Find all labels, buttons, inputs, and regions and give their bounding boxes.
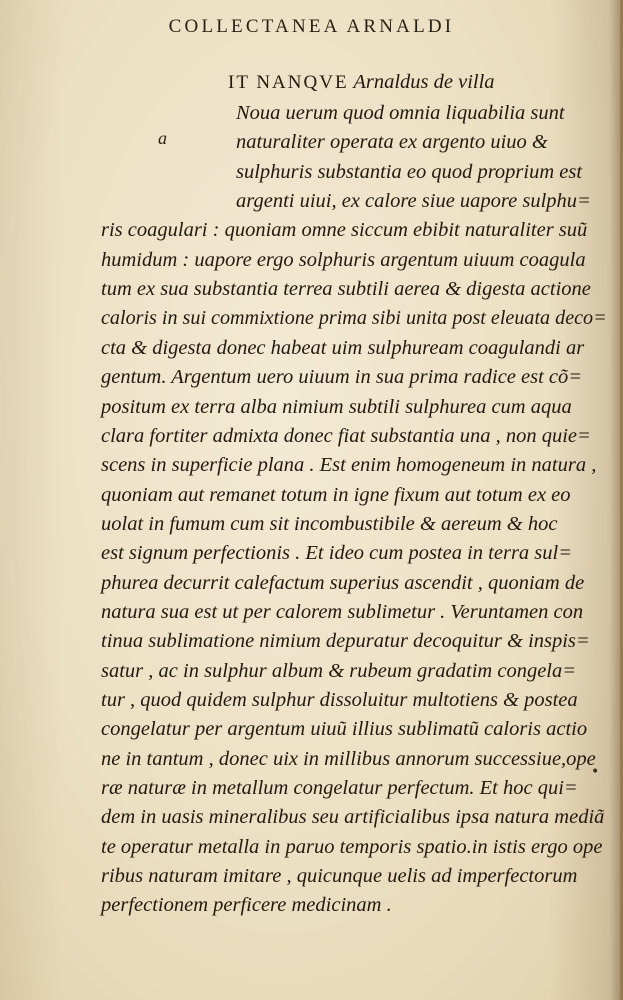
- running-head: COLLECTANEA ARNALDI: [168, 16, 455, 37]
- text-line: naturaliter operata ex argento uiuo &: [236, 131, 548, 153]
- text-line: humidum : uapore ergo solphuris argentum uiuum coagula: [101, 249, 586, 271]
- text-line: perfectionem perficere medicinam .: [101, 894, 392, 916]
- text-line: sulphuris substantia eo quod proprium est: [236, 161, 583, 183]
- text-line: Noua uerum quod omnia liquabilia sunt: [236, 102, 565, 124]
- incipit: IT NANQVE: [228, 72, 349, 93]
- text-line: ræ naturæ in metallum congelatur perfectum. Et hoc qui=: [101, 777, 578, 799]
- text-line: caloris in sui commixtione prima sibi unita post eleuata deco=: [101, 307, 607, 329]
- text-line: dem in uasis mineralibus seu artificialibus ipsa natura mediã: [101, 806, 605, 828]
- margin-mark: •: [591, 764, 600, 780]
- first-line-text: Arnaldus de villa: [348, 71, 495, 93]
- gutter-shadow: [609, 0, 623, 1000]
- text-line: cta & digesta donec habeat uim sulphuream coagulandi ar: [101, 337, 585, 359]
- text-line: natura sua est ut per calorem sublimetur . Veruntamen con: [101, 601, 584, 623]
- text-line: positum ex terra alba nimium subtili sulphurea cum aqua: [101, 396, 572, 418]
- text-line: congelatur per argentum uiuũ illius sublimatũ caloris actio: [101, 718, 588, 740]
- text-line: tinua sublimatione nimium depuratur decoquitur & inspis=: [101, 630, 590, 652]
- text-line: uolat in fumum cum sit incombustibile & aereum & hoc: [101, 513, 558, 535]
- text-line: gentum. Argentum uero uiuum in sua prima radice est cõ=: [101, 366, 583, 388]
- text-line: clara fortiter admixta donec fiat substantia una , non quie=: [101, 425, 591, 447]
- text-line: quoniam aut remanet totum in igne fixum aut totum ex eo: [101, 484, 571, 506]
- text-line: ris coagulari : quoniam omne siccum ebibit naturaliter suũ: [101, 219, 588, 241]
- text-line: argenti uiui, ex calore siue uapore sulphu=: [236, 190, 591, 212]
- text-line: scens in superficie plana . Est enim homogeneum in natura ,: [101, 454, 597, 476]
- text-line: phurea decurrit calefactum superius ascendit , quoniam de: [101, 572, 585, 594]
- text-line: tum ex sua substantia terrea subtili aerea & digesta actione: [101, 278, 591, 300]
- text-line: ne in tantum , donec uix in millibus annorum successiue,ope: [101, 748, 596, 770]
- text-line: satur , ac in sulphur album & rubeum gradatim congela=: [101, 660, 577, 682]
- text-line: est signum perfectionis . Et ideo cum postea in terra sul=: [101, 542, 573, 564]
- text-line: te operatur metalla in paruo temporis spatio.in istis ergo ope: [101, 836, 603, 858]
- first-text-line: [228, 72, 495, 93]
- margin-note: a: [158, 128, 167, 148]
- text-line: tur , quod quidem sulphur dissoluitur multotiens & postea: [101, 689, 578, 711]
- text-line: ribus naturam imitare , quicunque uelis ad imperfectorum: [101, 865, 578, 887]
